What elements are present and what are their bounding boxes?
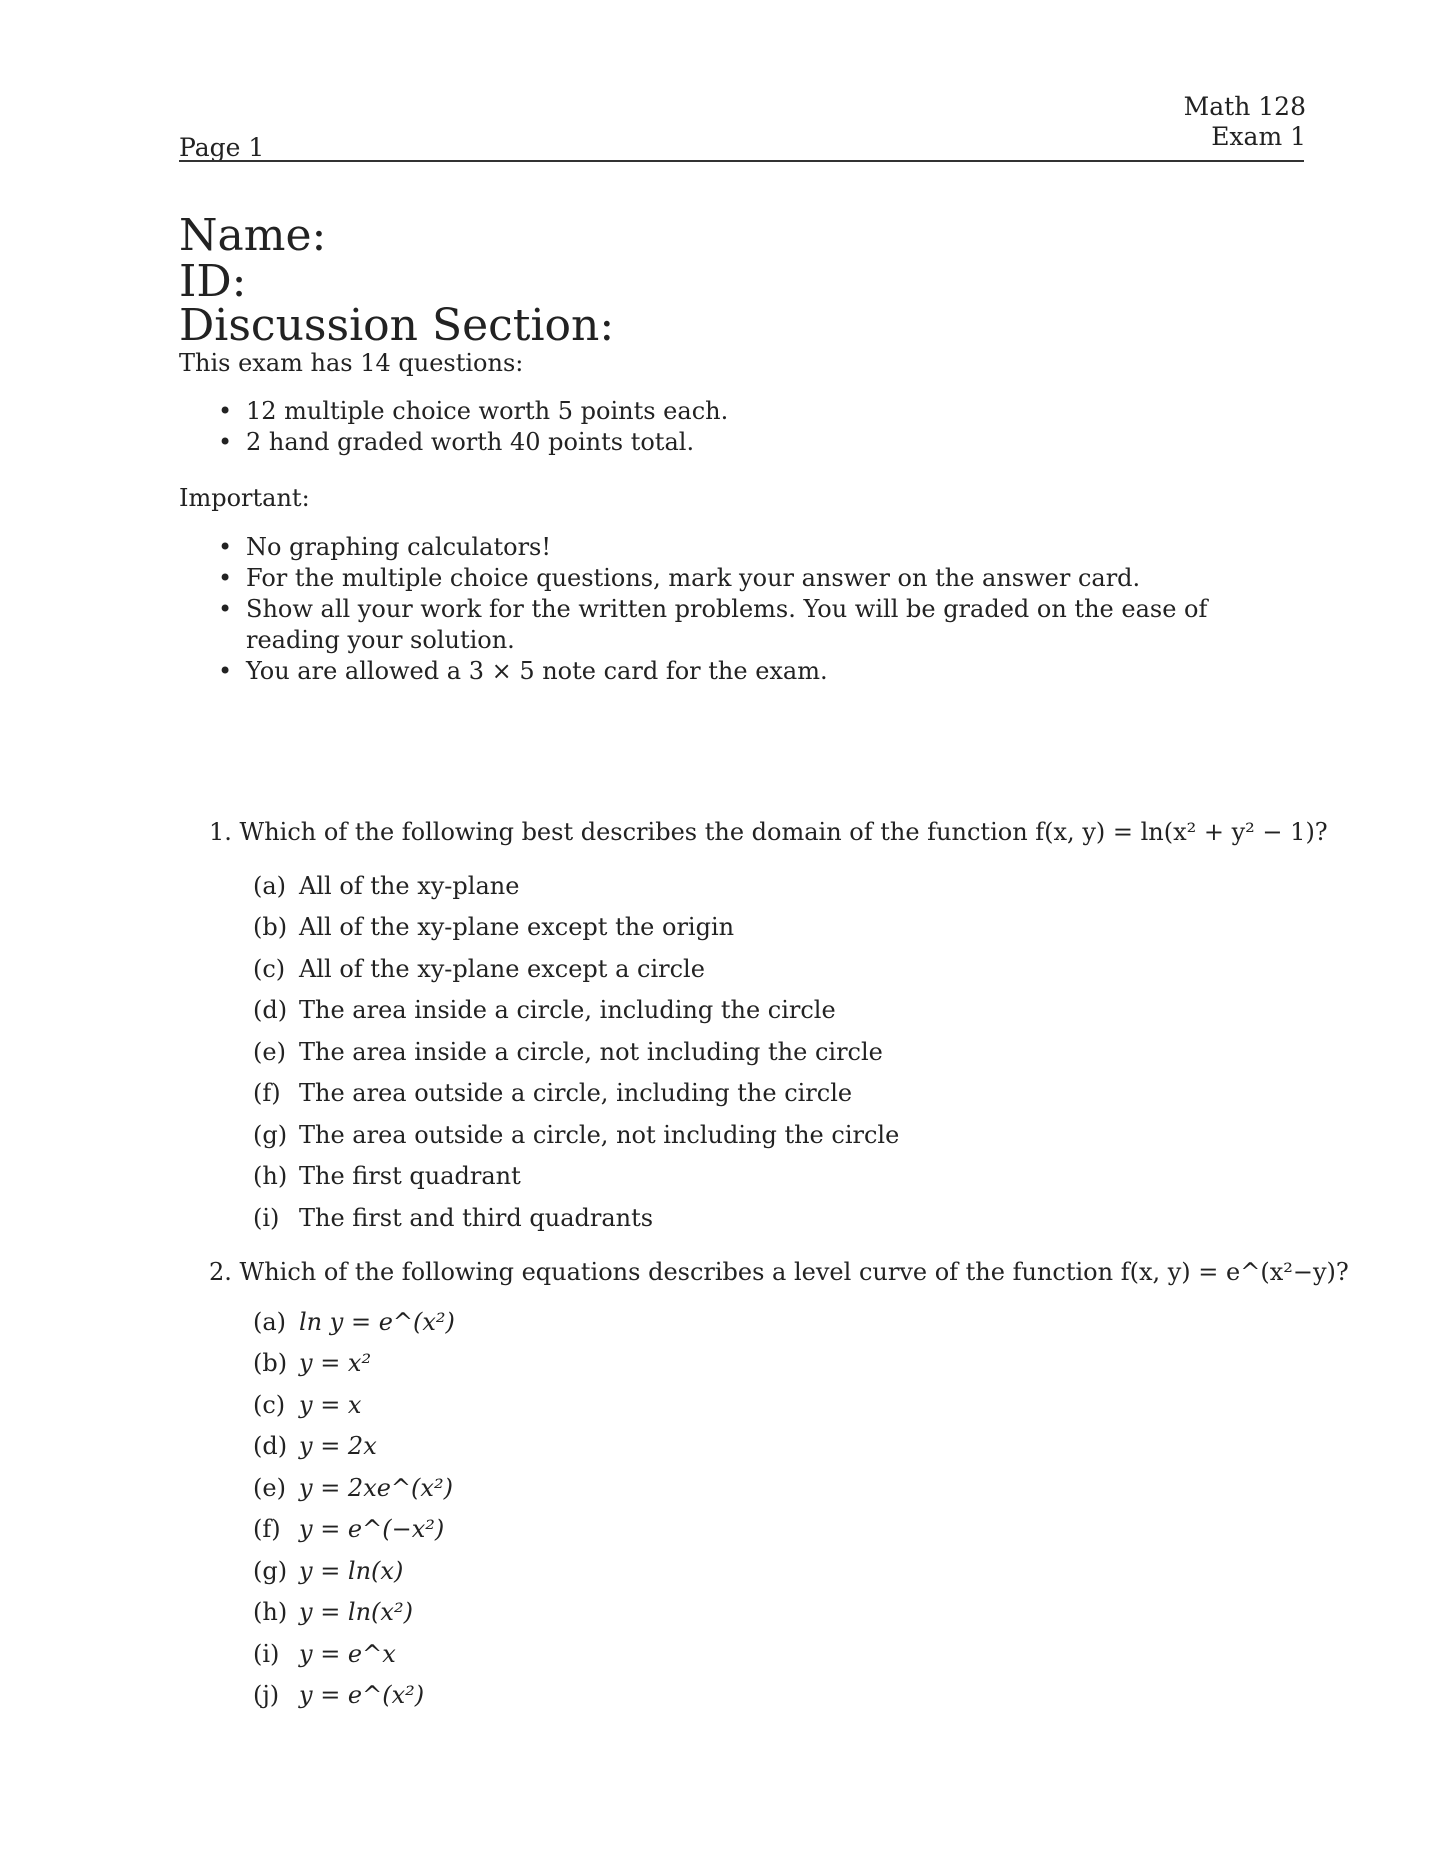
exam-name: Exam 1 xyxy=(1211,122,1306,151)
question-text: Which of the following best describes the domain of the function f(x, y) = ln(x² + y² − 1)? xyxy=(239,818,1328,846)
header-course-info xyxy=(1184,92,1306,152)
name-field-label: Name: xyxy=(179,210,327,261)
option-i: (i) The first and third quadrants xyxy=(253,1204,654,1232)
option-c: (c) y = x xyxy=(253,1391,362,1419)
option-f: (f) The area outside a circle, including the circle xyxy=(253,1079,853,1107)
option-d: (d) y = 2x xyxy=(253,1432,377,1460)
option-d: (d) The area inside a circle, including the circle xyxy=(253,996,836,1024)
question-2 xyxy=(209,1258,1349,1286)
discussion-section-label: Discussion Section: xyxy=(179,300,615,351)
option-g: (g) The area outside a circle, not including the circle xyxy=(253,1121,900,1149)
exam-composition-list xyxy=(218,396,728,458)
option-i: (i) y = e^x xyxy=(253,1640,396,1668)
option-h: (h) y = ln(x²) xyxy=(253,1598,413,1626)
list-item: • 2 hand graded worth 40 points total. xyxy=(218,428,695,456)
question-text: Which of the following equations describes a level curve of the function f(x, y) = e^(x²−y)? xyxy=(239,1258,1349,1286)
option-e: (e) y = 2xe^(x²) xyxy=(253,1474,453,1502)
important-list xyxy=(218,532,1308,687)
question-1 xyxy=(209,818,1328,846)
option-f: (f) y = e^(−x²) xyxy=(253,1515,445,1543)
option-a: (a) All of the xy-plane xyxy=(253,872,520,900)
option-h: (h) The first quadrant xyxy=(253,1162,521,1190)
option-b: (b) All of the xy-plane except the origin xyxy=(253,913,735,941)
option-b: (b) y = x² xyxy=(253,1349,372,1377)
option-c: (c) All of the xy-plane except a circle xyxy=(253,955,705,983)
id-field-label: ID: xyxy=(179,256,247,307)
header-rule xyxy=(179,160,1304,162)
option-e: (e) The area inside a circle, not including the circle xyxy=(253,1038,883,1066)
important-heading: Important: xyxy=(179,484,310,512)
list-item: • For the multiple choice questions, mark your answer on the answer card. xyxy=(218,564,1141,592)
list-item: • You are allowed a 3 × 5 note card for the exam. xyxy=(218,657,828,685)
question-number: 2. xyxy=(209,1258,232,1286)
course-name: Math 128 xyxy=(1183,92,1306,121)
option-a: (a) ln y = e^(x²) xyxy=(253,1308,455,1336)
list-item: • 12 multiple choice worth 5 points each. xyxy=(218,397,729,425)
list-item: • No graphing calculators! xyxy=(218,533,552,561)
list-item: • Show all your work for the written problems. You will be graded on the ease of reading your solution. xyxy=(218,595,1208,654)
intro-text: This exam has 14 questions: xyxy=(179,349,524,377)
page-number: Page 1 xyxy=(179,133,265,162)
option-j: (j) y = e^(x²) xyxy=(253,1681,425,1709)
question-number: 1. xyxy=(209,818,232,846)
option-g: (g) y = ln(x) xyxy=(253,1557,404,1585)
